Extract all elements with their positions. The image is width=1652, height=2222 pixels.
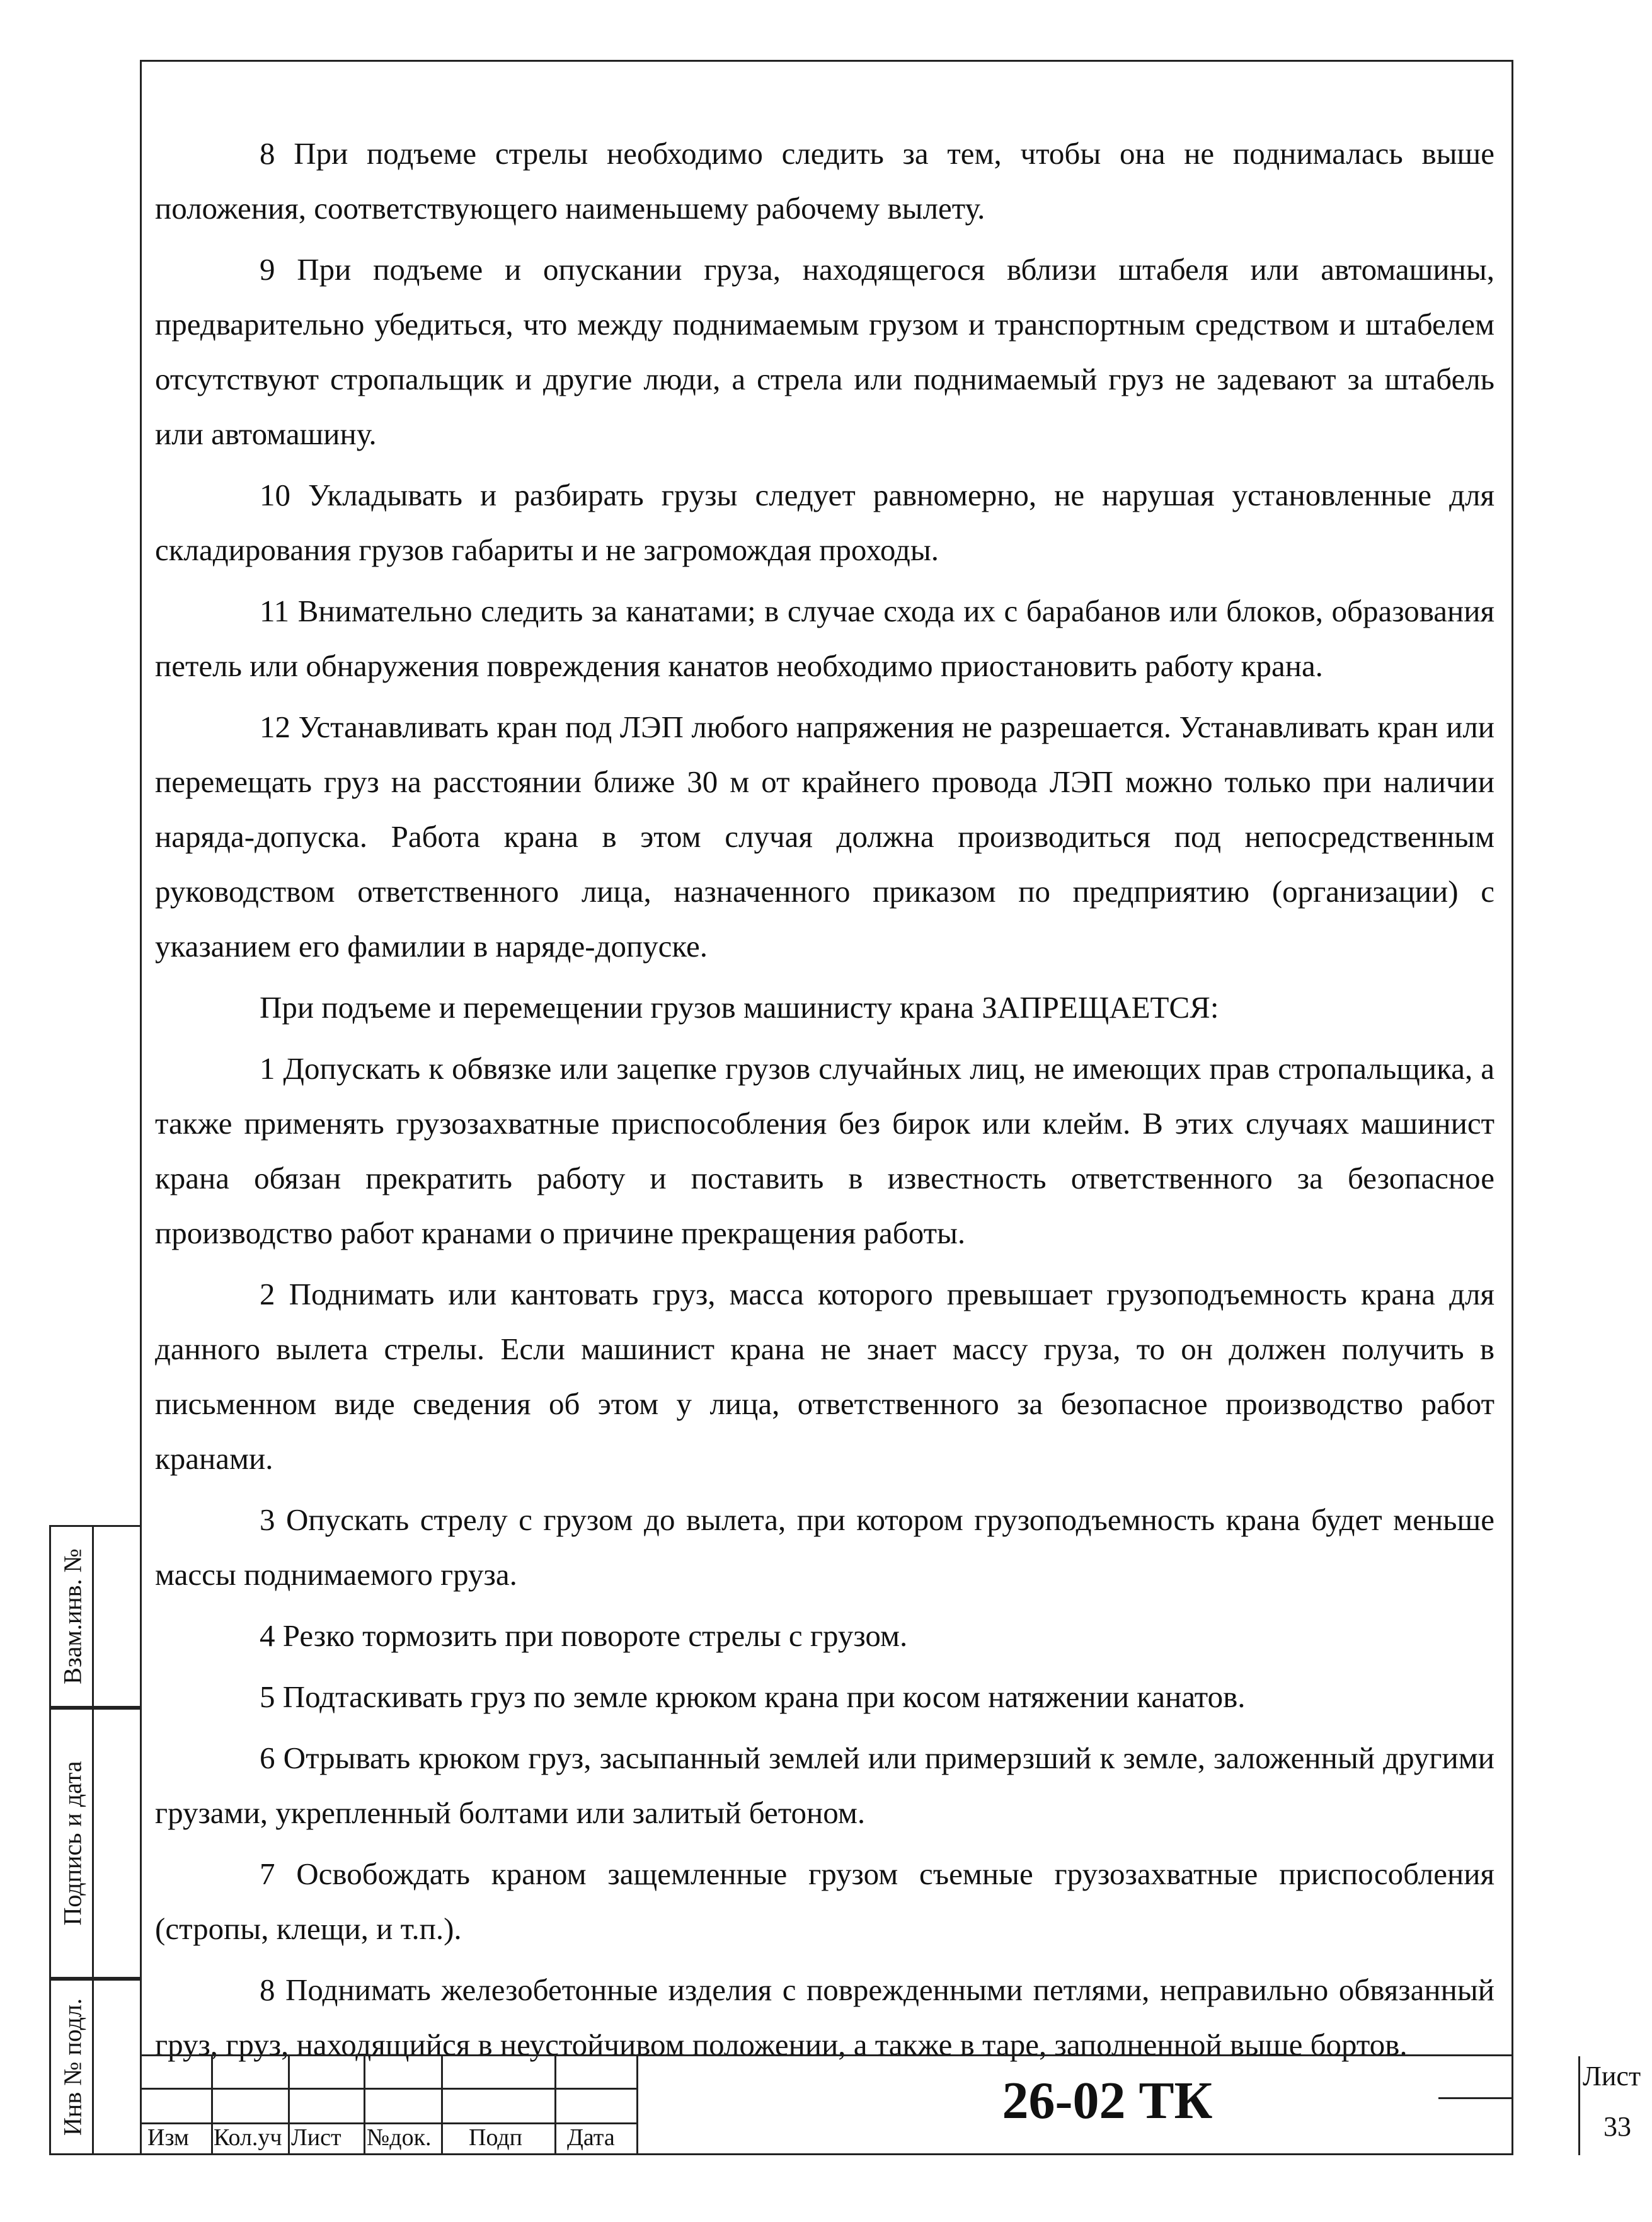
paragraph: 2 Поднимать или кантовать груз, масса которого превышает грузоподъемность крана для данного вылета стрелы. Если машинист крана не знает массу груза, то он должен получить в письменном виде сведения об этом у лица, ответственного за безопасное производство работ кранами. <box>155 1277 1494 1476</box>
side-box-replace-inv <box>49 1525 140 1708</box>
paragraph: При подъеме и перемещении грузов машинисту крана ЗАПРЕЩАЕТСЯ: <box>260 990 1219 1025</box>
sheet-label: Лист <box>1583 2061 1641 2092</box>
side-box-sign-date <box>49 1708 140 1979</box>
paragraph: 8 При подъеме стрелы необходимо следить за тем, чтобы она не поднималась выше положения, соответствующего наименьшему рабочему вылету. <box>155 136 1494 226</box>
side-label-inv-orig: Инв № подл. <box>58 1998 87 2136</box>
paragraph: 12 Устанавливать кран под ЛЭП любого напряжения не разрешается. Устанавливать кран или перемещать груз на расстоянии ближе 30 м от крайнего провода ЛЭП можно только при наличии наряда-допуска. Работа крана в этом случая должна производиться под непосредственным руководством ответственного лица, назначенного приказом по предприятию (организации) с указанием его фамилии в наряде-допуске. <box>155 710 1494 964</box>
stamp-col-list: Лист <box>291 2124 341 2151</box>
paragraph: 3 Опускать стрелу с грузом до вылета, при котором грузоподъемность крана будет меньше массы поднимаемого груза. <box>155 1502 1494 1592</box>
paragraph: 7 Освобождать краном защемленные грузом съемные грузозахватные приспособления (стропы, клещи, и т.п.). <box>155 1856 1494 1946</box>
paragraph: 10 Укладывать и разбирать грузы следует равномерно, не нарушая установленные для складирования грузов габариты и не загромождая проходы. <box>155 478 1494 567</box>
document-code: 26-02 ТК <box>1002 2071 1213 2130</box>
paragraph: 1 Допускать к обвязке или зацепке грузов случайных лиц, не имеющих прав стропальщика, а также применять грузозахватные приспособления без бирок или клейм. В этих случаях машинист крана обязан прекратить работу и поставить в известность ответственного за безопасное производство работ кранами о причине прекращения работы. <box>155 1051 1494 1250</box>
paragraph: 8 Поднимать железобетонные изделия с поврежденными петлями, неправильно обвязанный груз, груз, находящийся в неустойчивом положении, а также в таре, заполненной выше бортов. <box>155 1972 1494 2062</box>
stamp-col-podp: Подп <box>469 2124 523 2151</box>
paragraph: 9 При подъеме и опускании груза, находящегося вблизи штабеля или автомашины, предварительно убедиться, что между поднимаемым грузом и транспортным средством и штабелем отсутствуют стропальщик и другие люди, а стрела или поднимаемый груз не задевают за штабель или автомашину. <box>155 252 1494 451</box>
side-label-replace-inv: Взам.инв. № <box>58 1548 87 1684</box>
sheet-divider <box>1438 2097 1513 2099</box>
paragraph: 6 Отрывать крюком груз, засыпанный землей или примерзший к земле, заложенный другими грузами, укрепленный болтами или залитый бетоном. <box>155 1741 1494 1830</box>
paragraph: 11 Внимательно следить за канатами; в случае схода их с барабанов или блоков, образования петель или обнаружения повреждения канатов необходимо приостановить работу крана. <box>155 594 1494 683</box>
title-block <box>140 2054 1641 2155</box>
sheet-number: 33 <box>1603 2111 1631 2142</box>
stamp-col-data: Дата <box>567 2124 615 2151</box>
paragraph: 4 Резко тормозить при повороте стрелы с грузом. <box>260 1618 908 1653</box>
paragraph: 5 Подтаскивать груз по земле крюком крана при косом натяжении канатов. <box>260 1679 1246 1714</box>
stamp-col-kolvo: Кол.уч <box>214 2124 282 2151</box>
side-box-inv-orig <box>49 1979 140 2155</box>
side-label-sign-date: Подпись и дата <box>58 1761 87 1926</box>
document-body <box>155 126 1494 2078</box>
stamp-col-izm: Изм <box>147 2124 189 2151</box>
stamp-col-ndok: №док. <box>367 2124 432 2151</box>
